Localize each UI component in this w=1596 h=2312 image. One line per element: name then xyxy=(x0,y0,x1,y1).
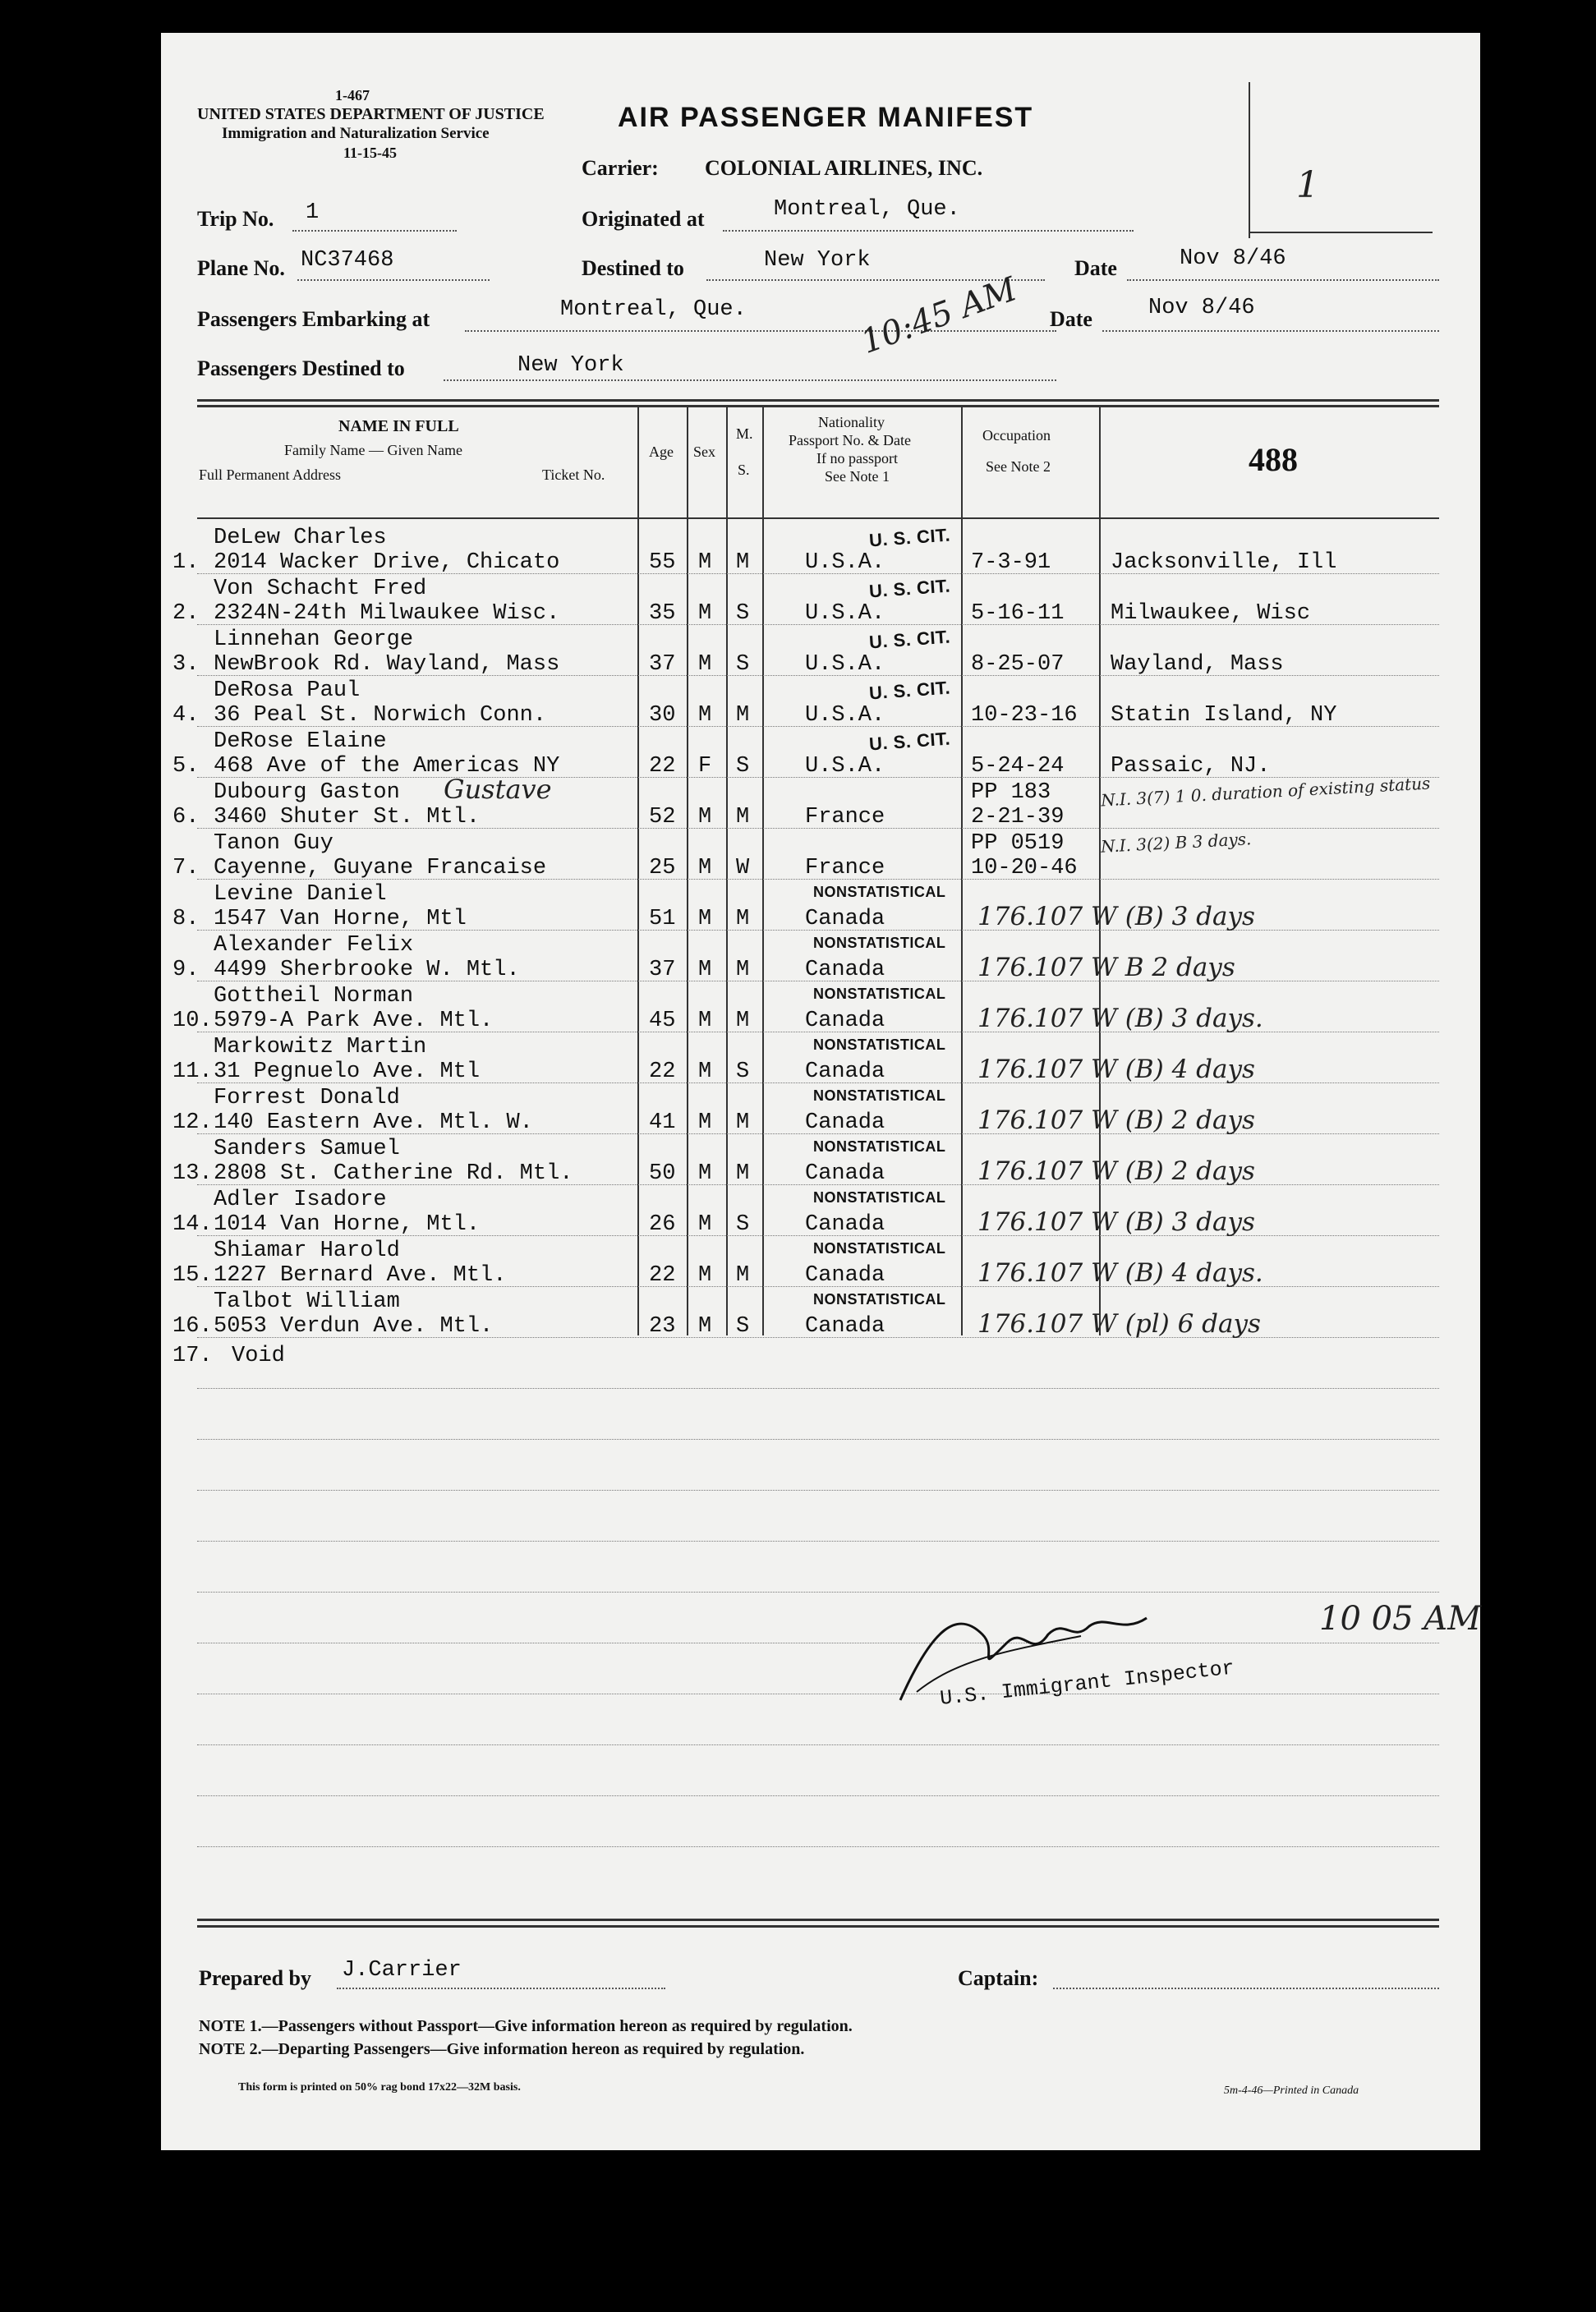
row-number: 10. xyxy=(172,1009,213,1033)
passenger-name: Gottheil Norman xyxy=(214,984,414,1009)
originated-label: Originated at xyxy=(582,207,705,231)
passenger-address: 140 Eastern Ave. Mtl. W. xyxy=(214,1110,533,1135)
passenger-address: 1014 Van Horne, Mtl. xyxy=(214,1212,481,1237)
passenger-name: Tanon Guy xyxy=(214,831,333,856)
passenger-nationality: Canada xyxy=(805,1161,885,1186)
passenger-sex: M xyxy=(698,1161,712,1186)
passenger-name: Markowitz Martin xyxy=(214,1035,427,1059)
passenger-nationality: U.S.A. xyxy=(805,601,885,626)
date-label-2: Date xyxy=(1050,307,1092,331)
passenger-age: 30 xyxy=(649,703,676,728)
handwritten-note: 176.107 W (B) 3 days. xyxy=(977,1004,1263,1033)
passenger-marital: M xyxy=(736,958,750,982)
plane-value: NC37468 xyxy=(301,248,394,273)
passenger-sex: M xyxy=(698,958,712,982)
status-stamp: NONSTATISTICAL xyxy=(813,935,946,951)
passenger-age: 25 xyxy=(649,856,676,880)
col-nat-1: Nationality xyxy=(818,414,885,430)
passenger-nationality: Canada xyxy=(805,1263,885,1288)
carrier-value: COLONIAL AIRLINES, INC. xyxy=(705,156,983,180)
carrier-label: Carrier: xyxy=(582,156,659,180)
passenger-nationality: France xyxy=(805,856,885,880)
note-1: NOTE 1.—Passengers without Passport—Give information hereon as required by regulation. xyxy=(199,2017,853,2035)
passenger-sex: M xyxy=(698,805,712,830)
inspector-title: U.S. Immigrant Inspector xyxy=(938,1656,1236,1711)
handwritten-note: N.I. 3(7) 1 0. duration of existing status xyxy=(1100,773,1431,811)
passenger-age: 51 xyxy=(649,907,676,931)
passenger-address: NewBrook Rd. Wayland, Mass xyxy=(214,652,560,677)
col-nat-2: Passport No. & Date xyxy=(789,432,911,448)
passenger-destination: Passaic, NJ. xyxy=(1111,754,1271,779)
handwritten-note: 176.107 W (B) 4 days xyxy=(977,1055,1255,1084)
status-stamp: NONSTATISTICAL xyxy=(813,1189,946,1206)
passenger-destination: Milwaukee, Wisc xyxy=(1111,601,1311,626)
passenger-sex: M xyxy=(698,907,712,931)
passenger-address: 3460 Shuter St. Mtl. xyxy=(214,805,481,830)
plane-label: Plane No. xyxy=(197,256,285,280)
passenger-marital: M xyxy=(736,907,750,931)
manifest-sheet xyxy=(161,33,1480,2150)
form-number: 1-467 xyxy=(335,87,370,103)
passenger-sex: M xyxy=(698,856,712,880)
passenger-age: 52 xyxy=(649,805,676,830)
handwritten-note: N.I. 3(2) B 3 days. xyxy=(1100,829,1252,857)
passenger-marital: M xyxy=(736,1009,750,1033)
passenger-address: Cayenne, Guyane Francaise xyxy=(214,856,547,880)
row-number: 11. xyxy=(172,1059,213,1084)
destined-label: Destined to xyxy=(582,256,684,280)
date-value-2: Nov 8/46 xyxy=(1148,296,1255,320)
passenger-occupation: 5-16-11 xyxy=(971,601,1065,626)
passenger-occupation: PP 0519 xyxy=(971,831,1065,856)
handwritten-note: 176.107 W (B) 4 days. xyxy=(977,1258,1263,1288)
passenger-name: Forrest Donald xyxy=(214,1086,400,1110)
passenger-name: Sanders Samuel xyxy=(214,1137,400,1161)
col-occ-1: Occupation xyxy=(982,427,1051,444)
handwritten-note: 176.107 W (B) 3 days xyxy=(977,902,1255,931)
status-stamp: U. S. CIT. xyxy=(868,626,951,653)
corner-number: 1 xyxy=(1296,164,1319,206)
passenger-nationality: Canada xyxy=(805,1110,885,1135)
passenger-sex: M xyxy=(698,1110,712,1135)
passenger-name: Linnehan George xyxy=(214,627,414,652)
manifest-title: AIR PASSENGER MANIFEST xyxy=(618,102,1034,133)
trip-value: 1 xyxy=(306,200,320,225)
handwritten-note: 176.107 W (B) 2 days xyxy=(977,1156,1255,1186)
passenger-address: 5979-A Park Ave. Mtl. xyxy=(214,1009,494,1033)
passenger-occupation: PP 183 xyxy=(971,780,1051,805)
void-row-number: 17. xyxy=(172,1344,213,1368)
row-number: 5. xyxy=(172,754,200,779)
passenger-sex: M xyxy=(698,1263,712,1288)
passenger-address: 4499 Sherbrooke W. Mtl. xyxy=(214,958,520,982)
passenger-occupation: 10-23-16 xyxy=(971,703,1078,728)
passenger-sex: M xyxy=(698,601,712,626)
passenger-address: 468 Ave of the Americas NY xyxy=(214,754,560,779)
prepared-by-label: Prepared by xyxy=(199,1966,311,1990)
passenger-nationality: Canada xyxy=(805,958,885,982)
col-ticket: Ticket No. xyxy=(542,467,605,483)
row-number: 4. xyxy=(172,703,200,728)
passenger-name: Alexander Felix xyxy=(214,933,414,958)
embarking-value: Montreal, Que. xyxy=(560,297,747,322)
passenger-address: 5053 Verdun Ave. Mtl. xyxy=(214,1314,494,1339)
passenger-marital: M xyxy=(736,1161,750,1186)
handwritten-note: 176.107 W (B) 3 days xyxy=(977,1207,1255,1237)
embarking-label: Passengers Embarking at xyxy=(197,307,430,331)
status-stamp: NONSTATISTICAL xyxy=(813,1291,946,1308)
passenger-name: Adler Isadore xyxy=(214,1188,387,1212)
passenger-address: 36 Peal St. Norwich Conn. xyxy=(214,703,547,728)
date-label-1: Date xyxy=(1074,256,1117,280)
passenger-age: 22 xyxy=(649,1263,676,1288)
passenger-marital: S xyxy=(736,1059,750,1084)
handwritten-note: 176.107 W (pl) 6 days xyxy=(977,1309,1261,1339)
reference-number: 488 xyxy=(1249,441,1298,478)
row-number: 7. xyxy=(172,856,200,880)
col-ms-1: M. xyxy=(736,425,753,442)
passenger-age: 55 xyxy=(649,550,676,575)
status-stamp: NONSTATISTICAL xyxy=(813,986,946,1002)
passenger-age: 22 xyxy=(649,1059,676,1084)
passenger-occupation: 5-24-24 xyxy=(971,754,1065,779)
row-number: 2. xyxy=(172,601,200,626)
row-number: 1. xyxy=(172,550,200,575)
passenger-nationality: Canada xyxy=(805,1212,885,1237)
status-stamp: NONSTATISTICAL xyxy=(813,884,946,900)
passenger-sex: M xyxy=(698,703,712,728)
passenger-nationality: Canada xyxy=(805,907,885,931)
passenger-sex: M xyxy=(698,652,712,677)
passenger-sex: M xyxy=(698,1059,712,1084)
status-stamp: U. S. CIT. xyxy=(868,728,951,755)
status-stamp: NONSTATISTICAL xyxy=(813,1138,946,1155)
passenger-name: Talbot William xyxy=(214,1289,400,1314)
passenger-marital: S xyxy=(736,1212,750,1237)
row-number: 13. xyxy=(172,1161,213,1186)
service-name: Immigration and Naturalization Service xyxy=(222,125,490,142)
row-number: 15. xyxy=(172,1263,213,1288)
passenger-marital: M xyxy=(736,550,750,575)
status-stamp: U. S. CIT. xyxy=(868,524,951,551)
col-age: Age xyxy=(649,444,674,460)
void-row-text: Void xyxy=(232,1344,285,1368)
passenger-nationality: U.S.A. xyxy=(805,703,885,728)
passenger-sex: M xyxy=(698,1212,712,1237)
corner-box-bottom xyxy=(1249,232,1433,233)
passenger-age: 45 xyxy=(649,1009,676,1033)
passenger-sex: F xyxy=(698,754,712,779)
col-name-h3: Full Permanent Address xyxy=(199,467,341,483)
status-stamp: NONSTATISTICAL xyxy=(813,1087,946,1104)
passport-date: 2-21-39 xyxy=(971,805,1065,830)
passenger-occupation: 8-25-07 xyxy=(971,652,1065,677)
passenger-age: 35 xyxy=(649,601,676,626)
passenger-name: Levine Daniel xyxy=(214,882,387,907)
passenger-marital: M xyxy=(736,1110,750,1135)
print-info-left: This form is printed on 50% rag bond 17x22—32M basis. xyxy=(238,2081,521,2094)
passenger-destination: Wayland, Mass xyxy=(1111,652,1284,677)
corner-box-left xyxy=(1249,82,1250,238)
destined-pax-label: Passengers Destined to xyxy=(197,356,405,380)
passenger-occupation: 7-3-91 xyxy=(971,550,1051,575)
print-info-right: 5m-4-46—Printed in Canada xyxy=(1224,2084,1359,2097)
passenger-age: 50 xyxy=(649,1161,676,1186)
handwritten-note: 176.107 W (B) 2 days xyxy=(977,1105,1255,1135)
row-number: 16. xyxy=(172,1314,213,1339)
passenger-address: 1227 Bernard Ave. Mtl. xyxy=(214,1263,507,1288)
passenger-name: Shiamar Harold xyxy=(214,1239,400,1263)
captain-label: Captain: xyxy=(958,1966,1039,1990)
col-nat-3: If no passport xyxy=(816,450,898,467)
passenger-marital: W xyxy=(736,856,750,880)
passenger-nationality: U.S.A. xyxy=(805,550,885,575)
passenger-name: Von Schacht Fred xyxy=(214,577,427,601)
passenger-nationality: Canada xyxy=(805,1009,885,1033)
status-stamp: U. S. CIT. xyxy=(868,677,951,704)
passenger-age: 37 xyxy=(649,652,676,677)
passenger-nationality: U.S.A. xyxy=(805,652,885,677)
passenger-age: 22 xyxy=(649,754,676,779)
handwritten-note: 176.107 W B 2 days xyxy=(977,953,1235,982)
passenger-marital: S xyxy=(736,1314,750,1339)
row-number: 8. xyxy=(172,907,200,931)
passenger-nationality: Canada xyxy=(805,1314,885,1339)
handwritten-name-correction: Gustave xyxy=(444,774,552,805)
status-stamp: U. S. CIT. xyxy=(868,575,951,602)
col-ms-2: S. xyxy=(738,462,750,478)
originated-value: Montreal, Que. xyxy=(774,197,960,222)
passenger-destination: Statin Island, NY xyxy=(1111,703,1337,728)
passenger-name: Dubourg Gaston xyxy=(214,780,400,805)
form-date: 11-15-45 xyxy=(343,145,397,161)
destined-value: New York xyxy=(764,248,871,273)
passenger-address: 2014 Wacker Drive, Chicato xyxy=(214,550,560,575)
status-stamp: NONSTATISTICAL xyxy=(813,1036,946,1053)
col-occ-2: See Note 2 xyxy=(986,458,1051,475)
destined-pax-value: New York xyxy=(517,353,624,378)
prepared-by-value: J.Carrier xyxy=(342,1958,462,1983)
passenger-nationality: Canada xyxy=(805,1059,885,1084)
row-number: 14. xyxy=(172,1212,213,1237)
passenger-age: 37 xyxy=(649,958,676,982)
passenger-sex: M xyxy=(698,1314,712,1339)
passenger-age: 23 xyxy=(649,1314,676,1339)
passenger-destination: Jacksonville, Ill xyxy=(1111,550,1337,575)
passenger-age: 41 xyxy=(649,1110,676,1135)
passenger-name: DeRosa Paul xyxy=(214,678,361,703)
col-name-h2: Family Name — Given Name xyxy=(284,442,462,458)
passenger-address: 2808 St. Catherine Rd. Mtl. xyxy=(214,1161,573,1186)
passenger-age: 26 xyxy=(649,1212,676,1237)
row-number: 3. xyxy=(172,652,200,677)
date-value-1: Nov 8/46 xyxy=(1180,246,1286,271)
col-nat-4: See Note 1 xyxy=(825,468,890,485)
col-sex: Sex xyxy=(693,444,715,460)
passenger-address: 31 Pegnuelo Ave. Mtl xyxy=(214,1059,481,1084)
row-number: 12. xyxy=(172,1110,213,1135)
passenger-address: 2324N-24th Milwaukee Wisc. xyxy=(214,601,560,626)
signature-time: 10 05 AM xyxy=(1319,1600,1482,1638)
passenger-sex: M xyxy=(698,1009,712,1033)
passenger-sex: M xyxy=(698,550,712,575)
passenger-nationality: France xyxy=(805,805,885,830)
passenger-marital: M xyxy=(736,1263,750,1288)
passenger-name: DeLew Charles xyxy=(214,526,387,550)
col-name-h1: NAME IN FULL xyxy=(338,417,459,435)
department-name: UNITED STATES DEPARTMENT OF JUSTICE xyxy=(197,105,545,123)
passenger-marital: M xyxy=(736,703,750,728)
passenger-nationality: U.S.A. xyxy=(805,754,885,779)
passenger-marital: S xyxy=(736,652,750,677)
passenger-marital: M xyxy=(736,805,750,830)
departure-time-note: 10:45 AM xyxy=(856,270,1022,361)
trip-label: Trip No. xyxy=(197,207,274,231)
passport-date: 10-20-46 xyxy=(971,856,1078,880)
row-number: 6. xyxy=(172,805,200,830)
passenger-name: DeRose Elaine xyxy=(214,729,387,754)
status-stamp: NONSTATISTICAL xyxy=(813,1240,946,1257)
passenger-address: 1547 Van Horne, Mtl xyxy=(214,907,467,931)
passenger-marital: S xyxy=(736,601,750,626)
note-2: NOTE 2.—Departing Passengers—Give information hereon as required by regulation. xyxy=(199,2040,805,2058)
row-number: 9. xyxy=(172,958,200,982)
passenger-marital: S xyxy=(736,754,750,779)
